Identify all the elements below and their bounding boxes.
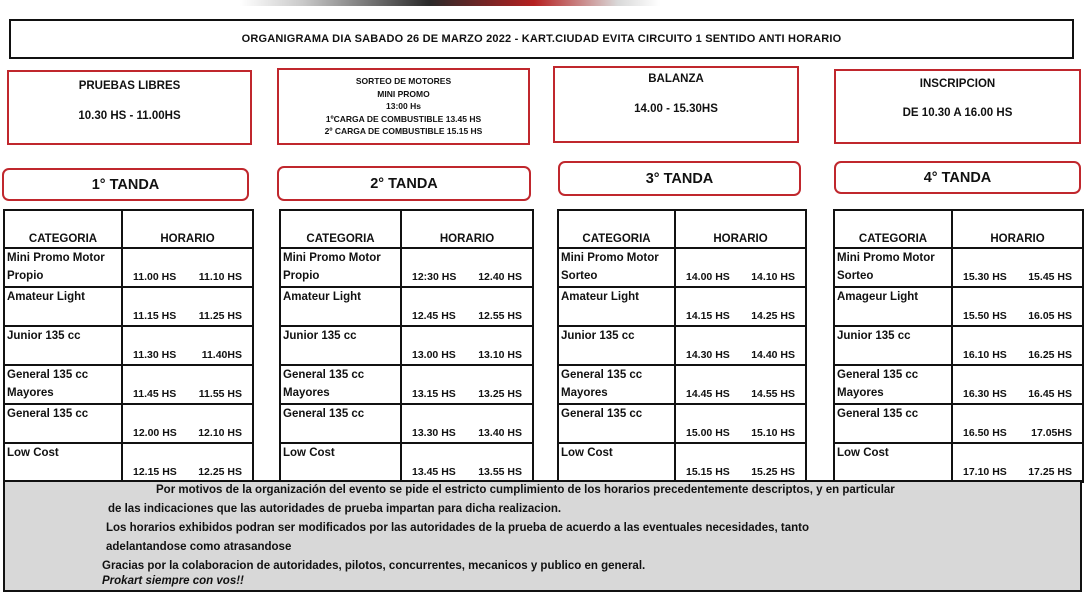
category-cell: General 135 cc [558, 404, 675, 443]
category-cell: Mini Promo Motor Sorteo [834, 248, 952, 287]
table-row [834, 248, 1083, 287]
schedule-cell [952, 365, 1083, 404]
schedule-cell [675, 443, 806, 482]
end-time: 11.55 HS [198, 388, 242, 400]
schedule-cell [401, 365, 533, 404]
table-row [558, 365, 806, 404]
end-time: 15.25 HS [751, 466, 795, 478]
schedule-cell [952, 443, 1083, 482]
category-cell: General 135 cc Mayores [558, 365, 675, 404]
schedule-cell [122, 248, 253, 287]
end-time: 14.55 HS [751, 388, 795, 400]
start-time: 11.30 HS [133, 349, 177, 361]
start-time: 16.10 HS [963, 349, 1007, 361]
end-time: 12.10 HS [198, 427, 242, 439]
table-row [4, 443, 253, 482]
end-time: 11.25 HS [198, 310, 242, 322]
start-time: 12.00 HS [133, 427, 177, 439]
table-row [834, 443, 1083, 482]
schedule-cell [675, 287, 806, 326]
end-time: 16.45 HS [1028, 388, 1072, 400]
schedule-header: HORARIO [952, 210, 1083, 248]
start-time: 11.45 HS [133, 388, 177, 400]
category-header: CATEGORIA [834, 210, 952, 248]
category-cell: General 135 cc Mayores [834, 365, 952, 404]
category-header: CATEGORIA [280, 210, 401, 248]
balanza-box [553, 66, 799, 143]
start-time: 14.00 HS [686, 271, 730, 283]
note-line: Gracias por la colaboracion de autoridades, pilotos, concurrentes, mecanicos y publico en general. [102, 560, 646, 572]
category-cell: Low Cost [4, 443, 122, 482]
start-time: 14.45 HS [686, 388, 730, 400]
note-line: Los horarios exhibidos podran ser modificados por las autoridades de la prueba de acuerdo a las eventuales necesidades, tanto [106, 522, 809, 534]
inscripcion-label: INSCRIPCION [919, 78, 996, 90]
start-time: 17.10 HS [963, 466, 1007, 478]
category-cell: General 135 cc [280, 404, 401, 443]
schedule-cell [401, 326, 533, 365]
notes-panel [3, 480, 1082, 592]
end-time: 15.45 HS [1028, 271, 1072, 283]
note-line: de las indicaciones que las autoridades de prueba impartan para dicha realizacion. [108, 503, 562, 515]
schedule-header: HORARIO [122, 210, 253, 248]
category-cell: Amateur Light [4, 287, 122, 326]
header-photo-strip [0, 0, 1086, 8]
schedule-cell [401, 443, 533, 482]
table-row [558, 404, 806, 443]
category-cell: Amageur Light [834, 287, 952, 326]
end-time: 11.40HS [201, 349, 242, 361]
table-row [834, 404, 1083, 443]
schedule-cell [122, 443, 253, 482]
category-header: CATEGORIA [4, 210, 122, 248]
start-time: 12:30 HS [412, 271, 457, 283]
category-cell: Junior 135 cc [4, 326, 122, 365]
schedule-cell [122, 287, 253, 326]
note-line: Prokart siempre con vos!! [102, 575, 244, 587]
start-time: 16.30 HS [963, 388, 1007, 400]
category-cell: Junior 135 cc [280, 326, 401, 365]
end-time: 17.25 HS [1028, 466, 1072, 478]
pruebas-libres-time: 10.30 HS - 11.00HS [78, 110, 181, 122]
table-row [4, 248, 253, 287]
end-time: 16.05 HS [1028, 310, 1072, 322]
tanda-4-table [833, 209, 1084, 483]
end-time: 14.25 HS [751, 310, 795, 322]
end-time: 15.10 HS [751, 427, 795, 439]
category-cell: Junior 135 cc [558, 326, 675, 365]
start-time: 15.50 HS [963, 310, 1007, 322]
sorteo-line: 1ºCARGA DE COMBUSTIBLE 13.45 HS [325, 113, 482, 124]
schedule-cell [122, 326, 253, 365]
table-row [558, 287, 806, 326]
schedule-cell [675, 404, 806, 443]
schedule-cell [401, 404, 533, 443]
schedule-cell [952, 404, 1083, 443]
table-header-row [558, 210, 806, 248]
schedule-cell [401, 287, 533, 326]
table-row [558, 326, 806, 365]
end-time: 14.40 HS [751, 349, 795, 361]
balanza-time: 14.00 - 15.30HS [634, 103, 718, 115]
sorteo-line: 13:00 Hs [386, 101, 421, 111]
start-time: 15.15 HS [686, 466, 730, 478]
end-time: 13.10 HS [478, 349, 522, 361]
table-header-row [834, 210, 1083, 248]
table-row [834, 365, 1083, 404]
table-row [280, 443, 533, 482]
schedule-cell [952, 248, 1083, 287]
end-time: 12.25 HS [198, 466, 242, 478]
note-line: Por motivos de la organización del evento se pide el estricto cumplimiento de los horarios precedentemente descriptos, y en particular [156, 484, 895, 496]
tanda-3-table [557, 209, 807, 483]
sorteo-line: SORTEO DE MOTORES [355, 76, 452, 86]
page-title: ORGANIGRAMA DIA SABADO 26 DE MARZO 2022 - KART.CIUDAD EVITA CIRCUITO 1 SENTIDO ANTI HORARIO [9, 19, 1074, 59]
tanda-1-table [3, 209, 254, 483]
table-row [4, 326, 253, 365]
end-time: 13.25 HS [478, 388, 522, 400]
schedule-cell [952, 287, 1083, 326]
table-row [4, 404, 253, 443]
category-cell: General 135 cc Mayores [280, 365, 401, 404]
start-time: 12.45 HS [412, 310, 456, 322]
start-time: 13.45 HS [412, 466, 456, 478]
table-row [558, 443, 806, 482]
end-time: 12.55 HS [478, 310, 522, 322]
pruebas-libres-box [7, 70, 252, 145]
tanda-2-title: 2° TANDA [277, 166, 531, 201]
start-time: 13.30 HS [412, 427, 456, 439]
end-time: 11.10 HS [198, 271, 242, 283]
sorteo-line: MINI PROMO [377, 88, 430, 99]
start-time: 13.15 HS [412, 388, 456, 400]
schedule-cell [675, 248, 806, 287]
table-row [280, 287, 533, 326]
tanda-3-title: 3° TANDA [558, 161, 801, 196]
table-row [834, 287, 1083, 326]
table-row [280, 248, 533, 287]
schedule-cell [401, 248, 533, 287]
table-row [4, 287, 253, 326]
table-row [4, 365, 253, 404]
schedule-header: HORARIO [401, 210, 533, 248]
tanda-4-title: 4° TANDA [834, 161, 1081, 194]
category-cell: Low Cost [558, 443, 675, 482]
table-row [834, 326, 1083, 365]
schedule-cell [122, 365, 253, 404]
note-line: adelantandose como atrasandose [106, 541, 292, 553]
category-cell: Mini Promo Motor Sorteo [558, 248, 675, 287]
balanza-label: BALANZA [648, 73, 704, 85]
category-cell: General 135 cc Mayores [4, 365, 122, 404]
start-time: 11.15 HS [133, 310, 177, 322]
start-time: 15.30 HS [963, 271, 1007, 283]
schedule-cell [675, 326, 806, 365]
table-row [280, 326, 533, 365]
start-time: 15.00 HS [686, 427, 730, 439]
end-time: 13.55 HS [478, 466, 522, 478]
category-cell: General 135 cc [834, 404, 952, 443]
schedule-cell [122, 404, 253, 443]
table-header-row [280, 210, 533, 248]
category-cell: Mini Promo Motor Propio [4, 248, 122, 287]
start-time: 16.50 HS [963, 427, 1007, 439]
end-time: 17.05HS [1031, 427, 1072, 439]
start-time: 14.15 HS [686, 310, 730, 322]
category-cell: Amateur Light [558, 287, 675, 326]
category-cell: Junior 135 cc [834, 326, 952, 365]
schedule-cell [952, 326, 1083, 365]
category-header: CATEGORIA [558, 210, 675, 248]
tanda-2-table [279, 209, 534, 483]
table-row [280, 365, 533, 404]
category-cell: Low Cost [834, 443, 952, 482]
start-time: 14.30 HS [686, 349, 730, 361]
schedule-header: HORARIO [675, 210, 806, 248]
tanda-1-title: 1° TANDA [2, 168, 249, 201]
start-time: 11.00 HS [133, 271, 177, 283]
table-header-row [4, 210, 253, 248]
schedule-cell [675, 365, 806, 404]
end-time: 13.40 HS [478, 427, 522, 439]
end-time: 14.10 HS [751, 271, 795, 283]
sorteo-motores-box [277, 68, 530, 145]
table-row [280, 404, 533, 443]
inscripcion-time: DE 10.30 A 16.00 HS [902, 107, 1013, 119]
category-cell: Low Cost [280, 443, 401, 482]
start-time: 13.00 HS [412, 349, 456, 361]
table-row [558, 248, 806, 287]
start-time: 12.15 HS [133, 466, 177, 478]
category-cell: Amateur Light [280, 287, 401, 326]
category-cell: Mini Promo Motor Propio [280, 248, 401, 287]
pruebas-libres-label: PRUEBAS LIBRES [78, 80, 181, 92]
inscripcion-box [834, 69, 1081, 144]
end-time: 12.40 HS [478, 271, 522, 283]
sorteo-line: 2º CARGA DE COMBUSTIBLE 15.15 HS [324, 126, 483, 136]
category-cell: General 135 cc [4, 404, 122, 443]
end-time: 16.25 HS [1028, 349, 1072, 361]
